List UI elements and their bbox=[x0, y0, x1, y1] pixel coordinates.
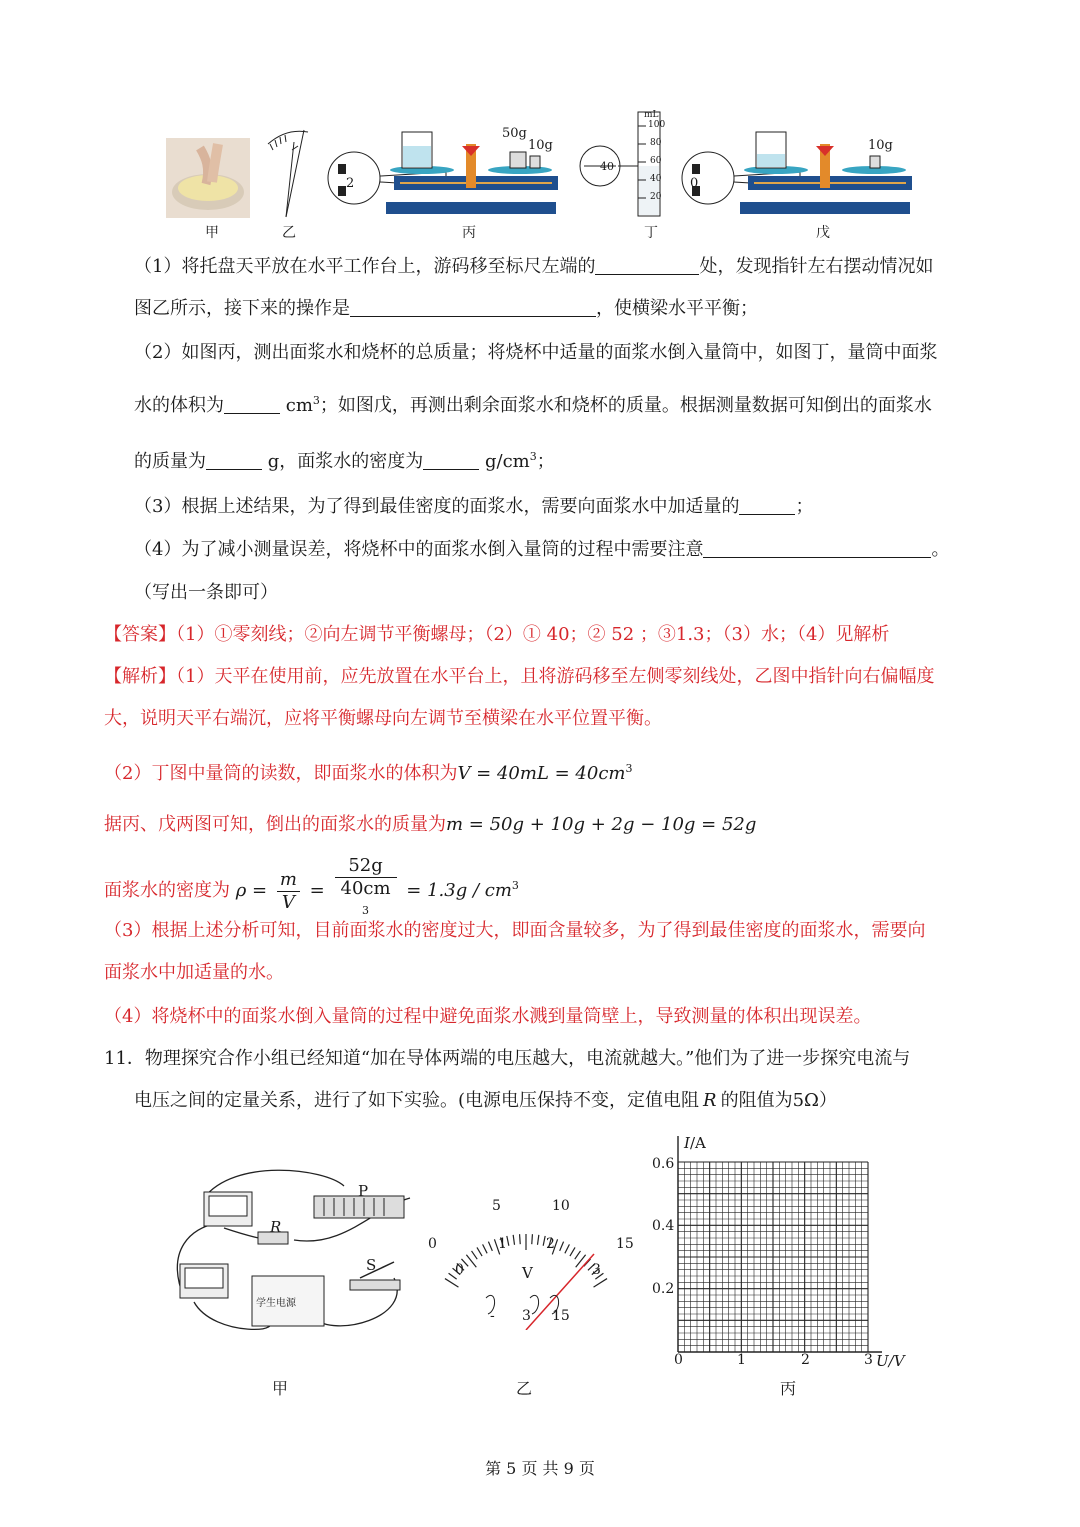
answer-blank[interactable] bbox=[423, 449, 479, 470]
dial-tick bbox=[565, 1244, 570, 1253]
caption-jia: 甲 bbox=[205, 225, 219, 241]
dial-tick bbox=[520, 1234, 521, 1244]
weight-10g-label-wu: 10g bbox=[868, 138, 893, 153]
analysis-line: （2）丁图中量筒的读数，即面浆水的体积为$V = 40mL = 40cm^3$ bbox=[104, 762, 633, 784]
analysis-line: 面浆水中加适量的水。 bbox=[104, 962, 284, 983]
meter-top-0: 0 bbox=[428, 1236, 437, 1252]
dial-tick bbox=[560, 1242, 564, 1251]
analysis-line: 大，说明天平右端沉，应将平衡螺母向左调节至横梁在水平位置平衡。 bbox=[104, 708, 662, 729]
question-note: （写出一条即可） bbox=[134, 582, 278, 603]
answer-blank[interactable] bbox=[739, 494, 795, 515]
analysis-line: 面浆水的密度为 ρ = $\frac{m}{V}$ = 52g 40cm $^3$ = $1.3g / cm^3$ bbox=[104, 855, 519, 911]
meter-top-15: 15 bbox=[616, 1236, 634, 1252]
answer-blank[interactable] bbox=[595, 254, 699, 275]
caption-voltmeter-yi: 乙 bbox=[516, 1379, 533, 1398]
analysis-line: （3）根据上述分析可知，目前面浆水的密度过大，即面含量较多，为了得到最佳密度的面浆水，需要向 bbox=[104, 920, 926, 941]
meter-bottom-0: 0 bbox=[455, 1262, 464, 1278]
dial-tick bbox=[594, 1279, 608, 1288]
graph-x-tick-3: 3 bbox=[864, 1352, 873, 1368]
figure-jia-photo bbox=[166, 138, 250, 218]
meter-bottom-1: 1 bbox=[498, 1236, 507, 1252]
answer-label: 【答案】 bbox=[104, 624, 176, 645]
figure-circuit bbox=[174, 1168, 424, 1338]
resistor-label-R: R bbox=[270, 1218, 282, 1236]
page-footer: 第 5 页 共 9 页 bbox=[485, 1459, 595, 1478]
graph-y-tick-0.4: 0.4 bbox=[652, 1218, 675, 1234]
dial-tick bbox=[477, 1247, 482, 1256]
weight-10g-label: 10g bbox=[528, 138, 553, 153]
answer-line: 【答案】（1）①零刻线；②向左调节平衡螺母；（2）① 40；② 52 ；③1.3；（3）水；（4）见解析 bbox=[104, 624, 890, 645]
question-line: （3）根据上述结果，为了得到最佳密度的面浆水，需要向面浆水中加适量的 ； bbox=[134, 496, 814, 517]
figure-voltmeter bbox=[426, 1190, 636, 1330]
caption-wu: 戊 bbox=[816, 225, 830, 241]
question-line: （2）如图丙，测出面浆水和烧杯的总质量；将烧杯中适量的面浆水倒入量筒中，如图丁，量筒中面浆 bbox=[134, 342, 938, 363]
meter-symbol-V: V bbox=[522, 1264, 533, 1282]
analysis-line: 【解析】（1）天平在使用前，应先放置在水平台上，且将游码移至左侧零刻线处，乙图中指针向右偏幅度 bbox=[104, 666, 935, 687]
graph-x-label: U/V bbox=[876, 1352, 905, 1370]
power-supply-label: 学生电源 bbox=[256, 1298, 296, 1309]
terminal-3: 3 bbox=[522, 1308, 531, 1324]
analysis-line: 据丙、戊两图可知，倒出的面浆水的质量为m = 50g + 10g + 2g − 10g = 52g bbox=[104, 814, 757, 835]
terminal-minus: - bbox=[490, 1308, 495, 1324]
caption-ding: 丁 bbox=[644, 225, 658, 241]
question-line: （4）为了减小测量误差，将烧杯中的面浆水倒入量筒的过程中需要注意 。 bbox=[134, 539, 950, 560]
dial-tick bbox=[483, 1244, 488, 1253]
figure-yi-pointer bbox=[264, 122, 314, 218]
cylinder-tick-40: 40 bbox=[650, 174, 662, 184]
q11-line: 11．物理探究合作小组已经知道“加在导体两端的电压越大，电流就越大。”他们为了进一步探究电流与 bbox=[104, 1048, 911, 1069]
graph-x-tick-1: 1 bbox=[737, 1352, 746, 1368]
question-line: 水的体积为 $cm^3$；如图戊，再测出剩余面浆水和烧杯的质量。根据测量数据可知倒出的面浆水 bbox=[134, 394, 932, 416]
dial-tick bbox=[513, 1235, 514, 1245]
meter-bottom-2: 2 bbox=[546, 1236, 555, 1252]
terminal-15: 15 bbox=[552, 1308, 570, 1324]
dial-tick bbox=[570, 1247, 575, 1256]
dial-tick bbox=[537, 1235, 538, 1245]
graph-y-label: I/A bbox=[684, 1134, 706, 1152]
fraction-m-over-v: $\frac{m}{V}$ bbox=[277, 869, 300, 914]
weight-50g-label: 50g bbox=[502, 126, 527, 141]
meter-bottom-3: 3 bbox=[592, 1262, 601, 1278]
cylinder-tick-20: 20 bbox=[650, 192, 662, 202]
figure-iu-graph bbox=[640, 1130, 920, 1380]
dial-tick bbox=[472, 1251, 478, 1259]
analysis-line: （4）将烧杯中的面浆水倒入量筒的过程中避免面浆水溅到量筒壁上，导致测量的体积出现误差。 bbox=[104, 1006, 872, 1027]
question-line: 图乙所示，接下来的操作是 ，使横梁水平平衡； bbox=[134, 298, 758, 319]
caption-circuit-jia: 甲 bbox=[272, 1379, 289, 1398]
question-line: 的质量为 g，面浆水的密度为 $g/cm^3$； bbox=[134, 450, 555, 472]
cylinder-tick-80: 80 bbox=[650, 138, 662, 148]
cylinder-tick-100: 100 bbox=[648, 120, 666, 130]
graph-y-tick-0.2: 0.2 bbox=[652, 1281, 675, 1297]
cylinder-zoom-reading: 40 bbox=[600, 160, 614, 173]
dial-tick bbox=[445, 1279, 459, 1288]
analysis-label: 【解析】 bbox=[104, 666, 176, 687]
caption-yi: 乙 bbox=[282, 225, 296, 241]
dial-tick bbox=[575, 1251, 581, 1259]
dial-tick bbox=[543, 1236, 545, 1246]
caption-graph-bing: 丙 bbox=[780, 1379, 797, 1398]
rider-reading-wu: 0 bbox=[690, 176, 699, 191]
q11-line: 电压之间的定量关系，进行了如下实验。(电源电压保持不变，定值电阻 R 的阻值为5Ω） bbox=[134, 1090, 837, 1111]
graph-y-tick-0.6: 0.6 bbox=[652, 1156, 675, 1172]
answer-blank[interactable] bbox=[703, 537, 931, 558]
cylinder-tick-60: 60 bbox=[650, 156, 662, 166]
cylinder-unit: mL bbox=[644, 110, 659, 120]
meter-top-10: 10 bbox=[552, 1198, 570, 1214]
caption-bing: 丙 bbox=[462, 225, 476, 241]
question-line: （1）将托盘天平放在水平工作台上，游码移至标尺左端的 处，发现指针左右摆动情况如 bbox=[134, 256, 934, 277]
answer-blank[interactable] bbox=[350, 296, 596, 317]
dial-tick bbox=[532, 1234, 533, 1244]
dial-tick bbox=[507, 1236, 509, 1246]
graph-x-tick-2: 2 bbox=[801, 1352, 810, 1368]
switch-label-S: S bbox=[366, 1256, 377, 1274]
graph-x-tick-0: 0 bbox=[674, 1352, 683, 1368]
meter-top-5: 5 bbox=[492, 1198, 501, 1214]
fraction-52g-over-40cm3: 52g 40cm $^3$ bbox=[335, 855, 397, 927]
slider-label-P: P bbox=[358, 1182, 369, 1200]
answer-blank[interactable] bbox=[206, 449, 262, 470]
answer-blank[interactable] bbox=[224, 393, 280, 414]
rider-reading-bing: 2 bbox=[346, 176, 355, 191]
dial-tick bbox=[488, 1242, 492, 1251]
